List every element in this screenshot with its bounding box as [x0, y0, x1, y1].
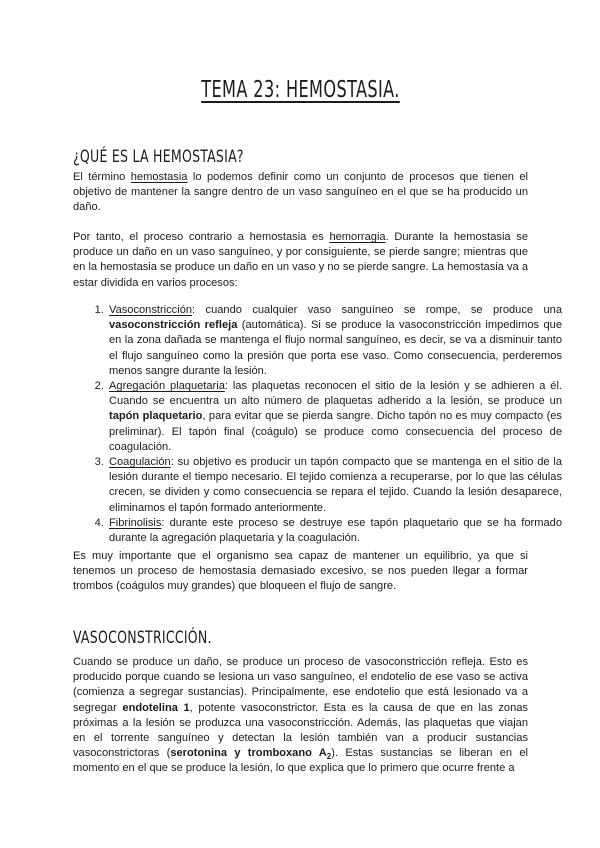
- list-item-vasoconstriccion: 1. Vasoconstricción: cuando cualquier vaso sanguíneo se rompe, se produce una vasoconstricción refleja (automática). Si se produce la vasoconstricción impedimos que en la zona dañada se mantenga el flujo normal sanguíneo, es decir, se va a disminuir tanto el flujo sanguíneo como la presión que porta ese vaso. Como consecuencia, perderemos menos sangre durante la lesión.: [107, 303, 562, 379]
- page-title: TEMA 23: HEMOSTASIA.: [201, 77, 400, 103]
- process-list: [73, 303, 562, 546]
- paragraph-vasoconstriccion: Cuando se produce un daño, se produce un proceso de vasoconstricción refleja. Esto es producido porque cuando se lesiona un vaso sanguíneo, el endotelio de ese vaso se activa (comienza a segregar sustancias). Principalmente, ese endotelio que está lesionado va a segregar endotelina 1, potente vasoconstrictor. Esta es la causa de que en las zonas próximas a la lesión se produzca una vasoconstricción. Además, las plaquetas que viajan en el torrente sanguíneo y detectan la lesión también van a producir sustancias vasoconstrictoras (serotonina y tromboxano $A_2$). Estas sustancias se liberan en el momento en el que se produce la lesión, lo que explica que lo primero que ocurre frente a: [73, 656, 528, 775]
- list-item-fibrinolisis: 4. Fibrinolisis: durante este proceso se destruye ese tapón plaquetario que se ha formado durante la agregación plaquetaria y la coagulación.: [107, 516, 562, 546]
- paragraph-hemorragia: Por tanto, el proceso contrario a hemostasia es hemorragia. Durante la hemostasia se produce un daño en un vaso sanguíneo, y por consiguiente, se pierde sangre; mientras que en la hemostasia se produce un daño en un vaso y no se pierde sangre. La hemostasia va a estar dividida en varios procesos:: [73, 231, 529, 289]
- term-hemorragia: hemorragia: [329, 231, 386, 243]
- paragraph-equilibrio: Es muy importante que el organismo sea capaz de mantener un equilibrio, ya que si tenemos un proceso de hemostasia demasiado excesivo, se nos pueden llegar a formar trombos (coágulos muy grandes) que bloqueen el flujo de sangre.: [73, 550, 528, 593]
- list-item-agregacion: 2. Agregación plaquetaria: las plaquetas reconocen el sitio de la lesión y se adhieren a él. Cuando se encuentra un alto número de plaquetas adherido a la lesión, se produce un tapón plaquetario, para evitar que se pierda sangre. Dicho tapón no es muy compacto (es preliminar). El tapón final (coágulo) se produce como consecuencia del proceso de coagulación.: [107, 379, 562, 455]
- term-hemostasia: hemostasia: [130, 171, 188, 183]
- section-heading-vasoconstriccion: VASOCONSTRICCIÓN.: [73, 628, 212, 648]
- paragraph-definition: El término hemostasia lo podemos definir como un conjunto de procesos que tienen el objetivo de mantener la sangre dentro de un vaso sanguíneo en el que se ha producido un daño.: [73, 171, 528, 214]
- list-item-coagulacion: 3. Coagulación: su objetivo es producir un tapón compacto que se mantenga en el sitio de la lesión durante el tiempo necesario. El tejido comienza a recuperarse, por lo que las células crecen, se dividen y como consecuencia se repara el tejido. Cuando la lesión desaparece, eliminamos el tapón formado anteriormente.: [107, 455, 562, 516]
- section-heading-what-is: ¿QUÉ ES LA HEMOSTASIA?: [73, 147, 244, 167]
